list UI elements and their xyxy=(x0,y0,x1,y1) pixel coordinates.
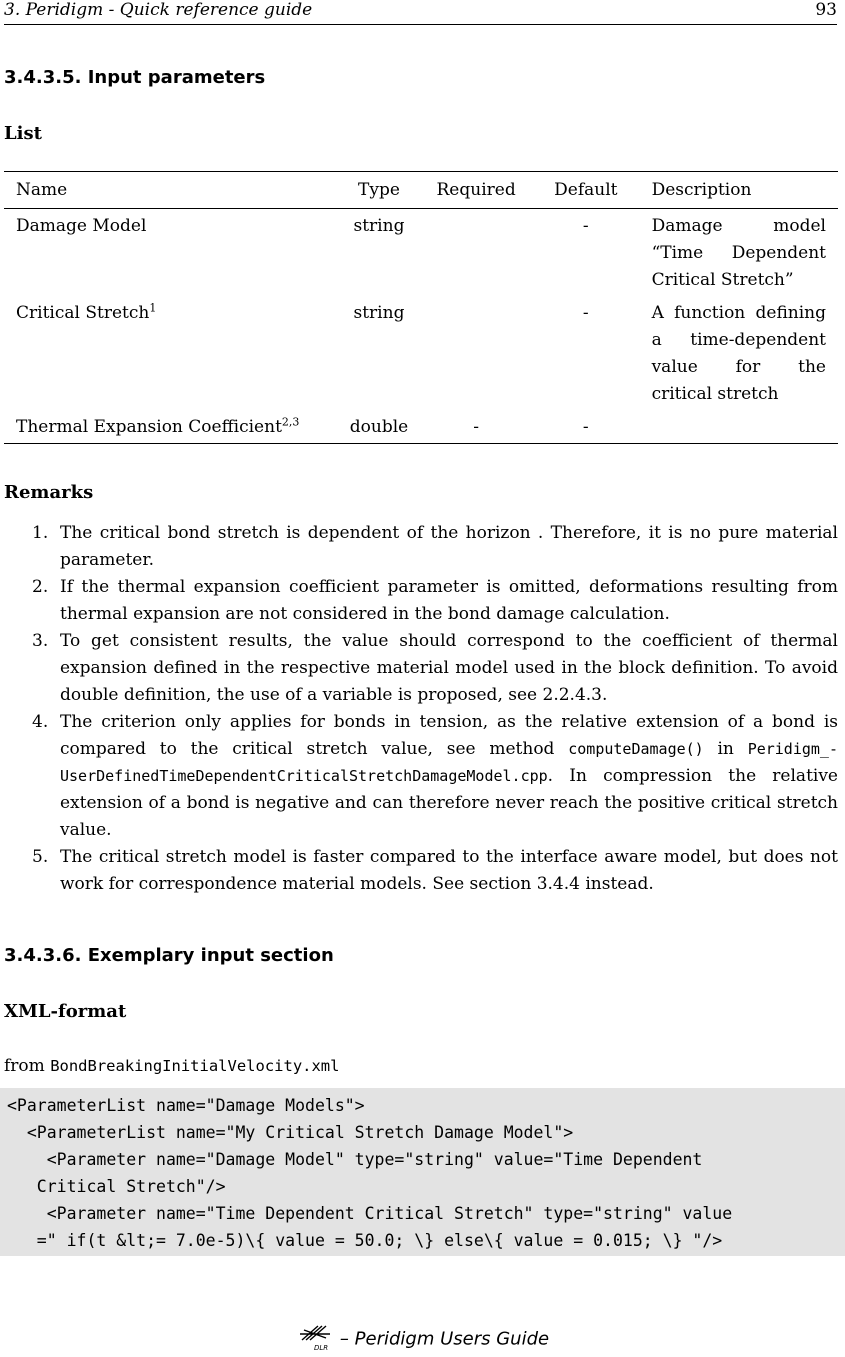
remarks-heading: Remarks xyxy=(4,482,94,503)
cell-default: - xyxy=(582,216,589,236)
code-line: <ParameterList name="My Critical Stretch Damage Model"> xyxy=(7,1123,574,1142)
cell-required xyxy=(420,296,532,410)
list-heading: List xyxy=(4,123,42,144)
cell-type: string xyxy=(353,303,405,323)
cell-description: Damage model “Time Dependent Critical Stretch” xyxy=(651,216,826,290)
cell-default: - xyxy=(582,303,589,323)
cell-type: double xyxy=(349,417,409,437)
table-row xyxy=(4,410,838,444)
list-item: 2. If the thermal expansion coefficient parameter is omitted, deformations resulting from thermal expansion are not considered in the bond damage calculation. xyxy=(32,577,838,624)
col-header-type: Type xyxy=(358,180,400,200)
code-line: =" if(t &lt;= 7.0e-5)\{ value = 50.0; \} else\{ value = 0.015; \} "/> xyxy=(7,1231,723,1250)
footnote-ref: 1 xyxy=(149,301,157,315)
page-footer xyxy=(0,1322,845,1357)
table-header-row xyxy=(4,172,838,209)
running-header-title: 3. Peridigm - Quick reference guide xyxy=(4,0,313,20)
footnote-ref: 2,3 xyxy=(281,415,300,429)
table-row xyxy=(4,296,838,410)
code-line: <ParameterList name="Damage Models"> xyxy=(7,1096,365,1115)
source-file-line: from BondBreakingInitialVelocity.xml xyxy=(4,1056,340,1076)
list-item: 3. To get consistent results, the value should correspond to the coefficient of thermal expansion defined in the respective material model used in the block definition. To avoid double definition, the use of a variable is proposed, see 2.2.4.3. xyxy=(32,631,838,705)
cell-description xyxy=(640,410,838,444)
source-file-name: BondBreakingInitialVelocity.xml xyxy=(50,1057,340,1075)
cell-type: string xyxy=(353,216,405,236)
parameters-table xyxy=(4,171,838,444)
cell-default: - xyxy=(582,417,589,437)
code-line: <Parameter name="Time Dependent Critical Stretch" type="string" value xyxy=(7,1204,733,1223)
cell-name: Critical Stretch$^1$ xyxy=(16,301,157,323)
header-rule xyxy=(4,24,837,25)
cell-required: - xyxy=(473,417,479,437)
col-header-description: Description xyxy=(651,180,752,200)
code-line: Critical Stretch"/> xyxy=(7,1177,226,1196)
list-item: 4. The criterion only applies for bonds in tension, as the relative extension of a bond is compared to the critical stretch value, see method computeDamage() in Peridigm_-UserDefinedTimeDependentCriticalStretchDamageModel.cpp. In compression the relative extension of a bond is negative and can therefore never reach the positive critical stretch value. xyxy=(32,712,838,840)
section-title-input-parameters: 3.4.3.5. Input parameters xyxy=(4,67,266,88)
page-number: 93 xyxy=(815,0,837,20)
col-header-default: Default xyxy=(554,180,618,200)
svg-text:DLR: DLR xyxy=(313,1344,329,1352)
col-header-name: Name xyxy=(16,180,68,200)
xml-code-block xyxy=(0,1088,845,1256)
section-title-exemplary-input: 3.4.3.6. Exemplary input section xyxy=(4,945,334,966)
list-item: 1. The critical bond stretch is dependent of the horizon . Therefore, it is no pure material parameter. xyxy=(32,523,838,570)
remarks-list xyxy=(4,520,838,898)
col-header-required: Required xyxy=(436,180,516,200)
cell-description: A function defining a time-dependent value for the critical stretch xyxy=(651,303,826,404)
source-file-code: Peridigm_-UserDefinedTimeDependentCriticalStretchDamageModel.cpp xyxy=(60,740,838,785)
dlr-logo-icon xyxy=(296,1322,336,1357)
code-line: <Parameter name="Damage Model" type="string" value="Time Dependent xyxy=(7,1150,703,1169)
cell-required xyxy=(420,209,532,297)
cell-name: Thermal Expansion Coefficient$^{2,3}$ xyxy=(16,415,300,437)
cell-name: Damage Model xyxy=(16,216,147,236)
table-row xyxy=(4,209,838,297)
xml-format-heading: XML-format xyxy=(4,1001,127,1022)
list-item: 5. The critical stretch model is faster compared to the interface aware model, but does not work for correspondence material models. See section 3.4.4 instead. xyxy=(32,847,838,894)
footer-text: – Peridigm Users Guide xyxy=(339,1328,550,1350)
method-name-code: computeDamage() xyxy=(568,740,704,758)
